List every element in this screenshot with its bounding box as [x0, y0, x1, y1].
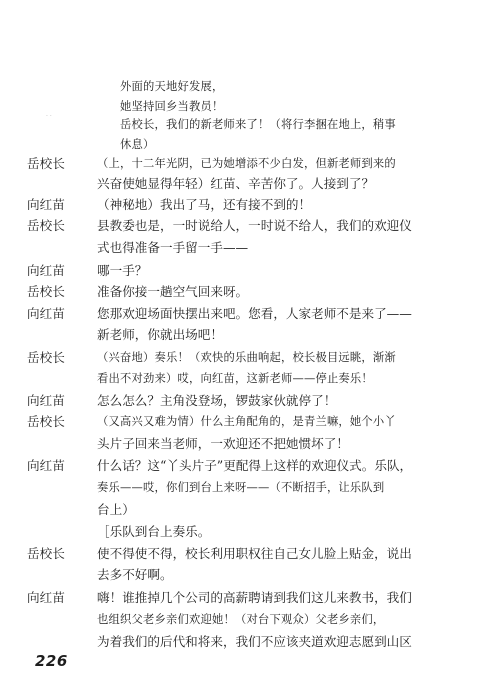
- text-line: 哪一手？: [97, 263, 148, 278]
- margin-mark: · ·: [46, 113, 52, 120]
- text-line: （上，十二年光阴，已为她增添不少白发，但新老师到来的: [97, 157, 396, 170]
- text-line: （神秘地）我出了马，还有接不到的！: [97, 197, 312, 212]
- speaker-label: 岳校长: [27, 284, 65, 299]
- text-line: 使不得使不得，校长利用职权往自己女儿脸上贴金，说出: [97, 546, 412, 561]
- text-line: 休息）: [120, 138, 155, 151]
- text-line: 她坚持回乡当教员！: [120, 100, 224, 113]
- text-line: 为着我们的后代和将来，我们不应该夹道欢迎志愿到山区: [97, 634, 412, 649]
- speaker-label: 向红苗: [27, 393, 65, 408]
- speaker-label: 岳校长: [27, 414, 65, 429]
- text-line: 看出不对劲来）哎，向红苗，这新老师——停止奏乐！: [97, 372, 373, 385]
- speaker-label: 向红苗: [27, 306, 65, 321]
- speaker-label: 岳校长: [27, 350, 65, 365]
- speaker-label: 岳校长: [27, 218, 65, 233]
- text-line: （兴奋地）奏乐！（欢快的乐曲响起，校长极目远眺，渐渐: [97, 351, 396, 364]
- text-line: 兴奋使她显得年轻）红苗、辛苦你了。人接到了？: [97, 176, 375, 191]
- stage-direction: ［乐队到台上奏乐。: [97, 524, 211, 539]
- speaker-label: 岳校长: [27, 156, 65, 171]
- text-line: 台上）: [97, 502, 135, 517]
- text-line: 嗨！谁推掉几个公司的高薪聘请到我们这儿来教书，我们: [97, 590, 412, 605]
- text-line: 怎么怎么？主角没登场，锣鼓家伙就停了！: [97, 393, 337, 408]
- text-line: 也组织父老乡亲们欢迎她！（对台下观众）父老乡亲们，: [97, 613, 385, 626]
- text-line: 头片子回来当老师，一欢迎还不把她惯坏了！: [97, 436, 349, 451]
- text-line: 奏乐——哎，你们到台上来呀——（不断招手，让乐队到: [97, 481, 385, 494]
- speaker-label: 向红苗: [27, 590, 65, 605]
- text-line: 什么话？这“丫头片子”更配得上这样的欢迎仪式。乐队，: [97, 458, 413, 473]
- text-line: 去多不好啊。: [97, 567, 173, 582]
- text-line: 岳校长，我们的新老师来了！（将行李捆在地上，稍事: [120, 118, 396, 131]
- text-line: 新老师，你就出场吧！: [97, 327, 223, 342]
- text-line: 式也得准备一手留一手——: [97, 240, 249, 255]
- text-line: 您那欢迎场面快摆出来吧。您看，人家老师不是来了——: [97, 306, 412, 321]
- speaker-label: 向红苗: [27, 263, 65, 278]
- text-line: （又高兴又难为情）什么主角配角的，是青兰嘛，她个小丫: [97, 415, 396, 428]
- page-number: 226: [35, 652, 68, 670]
- speaker-label: 向红苗: [27, 458, 65, 473]
- text-line: 准备你接一趟空气回来呀。: [97, 284, 249, 299]
- speaker-label: 岳校长: [27, 546, 65, 561]
- text-line: 外面的天地好发展，: [120, 80, 224, 93]
- speaker-label: 向红苗: [27, 197, 65, 212]
- text-line: 县教委也是，一时说给人，一时说不给人，我们的欢迎仪: [97, 218, 412, 233]
